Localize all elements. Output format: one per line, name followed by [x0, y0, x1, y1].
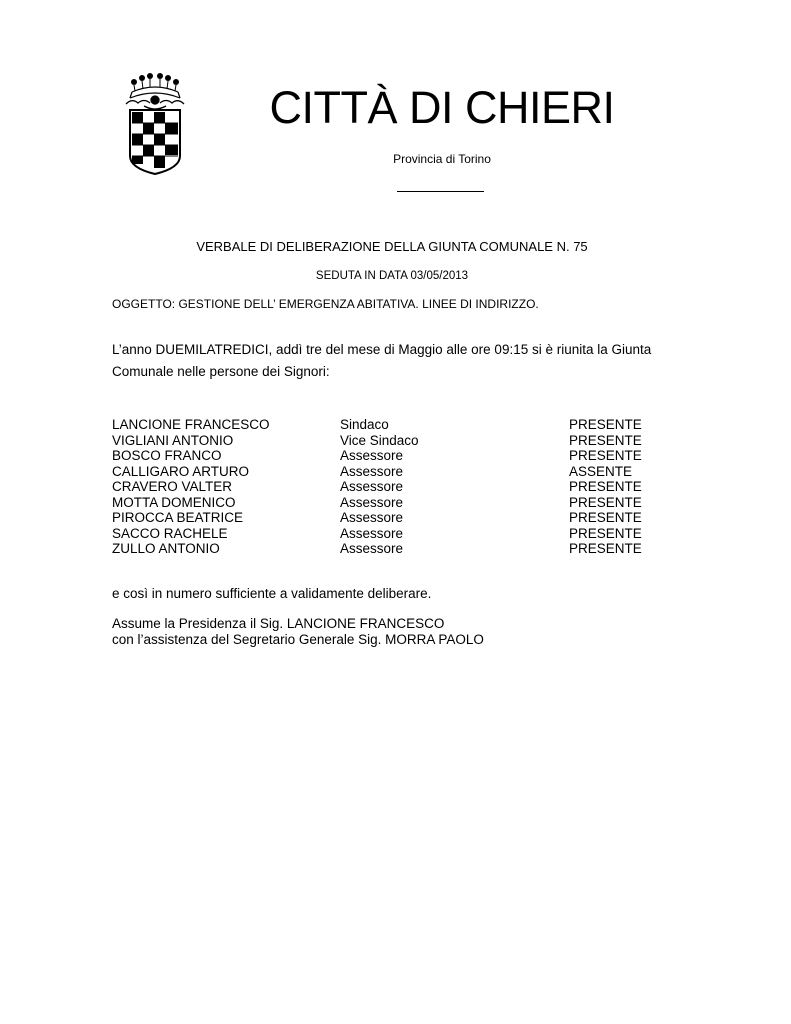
- member-role: Assessore: [340, 510, 404, 525]
- member-row: [112, 448, 672, 464]
- member-role: Vice Sindaco: [340, 432, 419, 448]
- member-name: LANCIONE FRANCESCO: [112, 417, 270, 432]
- member-role: Sindaco: [340, 417, 389, 432]
- member-status: PRESENTE: [569, 541, 642, 556]
- members-list: [112, 417, 672, 557]
- seduta-date: SEDUTA IN DATA 03/05/2013: [315, 270, 469, 282]
- member-row: [112, 495, 672, 511]
- member-role: Assessore: [340, 479, 404, 494]
- presidency-line: Assume la Presidenza il Sig. LANCIONE FRANCESCO: [112, 616, 445, 631]
- intro-line: L’anno DUEMILATREDICI, addì tre del mese di Maggio alle ore 09:15 si è riunita la Giunta: [112, 342, 652, 357]
- member-name: VIGLIANI ANTONIO: [112, 432, 234, 448]
- intro-line: Comunale nelle persone dei Signori:: [112, 364, 330, 379]
- member-row: [112, 510, 672, 526]
- intro-paragraph: [112, 339, 672, 383]
- member-role: Assessore: [340, 494, 404, 510]
- oggetto-subject: OGGETTO: GESTIONE DELL’ EMERGENZA ABITATIVA. LINEE DI INDIRIZZO.: [112, 297, 539, 311]
- member-row: [112, 541, 672, 557]
- member-name: MOTTA DOMENICO: [112, 494, 236, 510]
- member-row: [112, 464, 672, 480]
- member-status: PRESENTE: [569, 448, 642, 463]
- member-name: BOSCO FRANCO: [112, 448, 222, 463]
- member-name: CRAVERO VALTER: [112, 479, 233, 494]
- member-row: [112, 417, 672, 433]
- chieri-coat-of-arms-icon: [124, 70, 186, 176]
- member-role: Assessore: [340, 463, 404, 479]
- title-divider: [397, 191, 484, 192]
- closing-statement: e così in numero sufficiente a validamente deliberare.: [112, 586, 432, 601]
- member-status: PRESENTE: [569, 525, 642, 541]
- presidency-paragraph: [112, 616, 484, 648]
- city-title: CITTÀ DI CHIERI: [269, 82, 615, 133]
- province-subtitle: Provincia di Torino: [393, 152, 491, 166]
- presidency-line: con l’assistenza del Segretario Generale Sig. MORRA PAOLO: [112, 632, 484, 647]
- member-status: PRESENTE: [569, 510, 642, 525]
- member-name: ZULLO ANTONIO: [112, 541, 220, 556]
- member-row: [112, 526, 672, 542]
- verbale-title: VERBALE DI DELIBERAZIONE DELLA GIUNTA COMUNALE N. 75: [196, 239, 588, 254]
- member-status: PRESENTE: [569, 417, 642, 432]
- member-role: Assessore: [340, 541, 404, 556]
- member-name: PIROCCA BEATRICE: [112, 510, 244, 525]
- member-status: PRESENTE: [569, 479, 642, 494]
- member-name: CALLIGARO ARTURO: [112, 463, 250, 479]
- member-name: SACCO RACHELE: [112, 525, 228, 541]
- member-row: [112, 433, 672, 449]
- member-role: Assessore: [340, 525, 404, 541]
- member-role: Assessore: [340, 448, 404, 463]
- member-status: PRESENTE: [569, 432, 642, 448]
- member-row: [112, 479, 672, 495]
- member-status: PRESENTE: [569, 494, 642, 510]
- member-status: ASSENTE: [569, 463, 633, 479]
